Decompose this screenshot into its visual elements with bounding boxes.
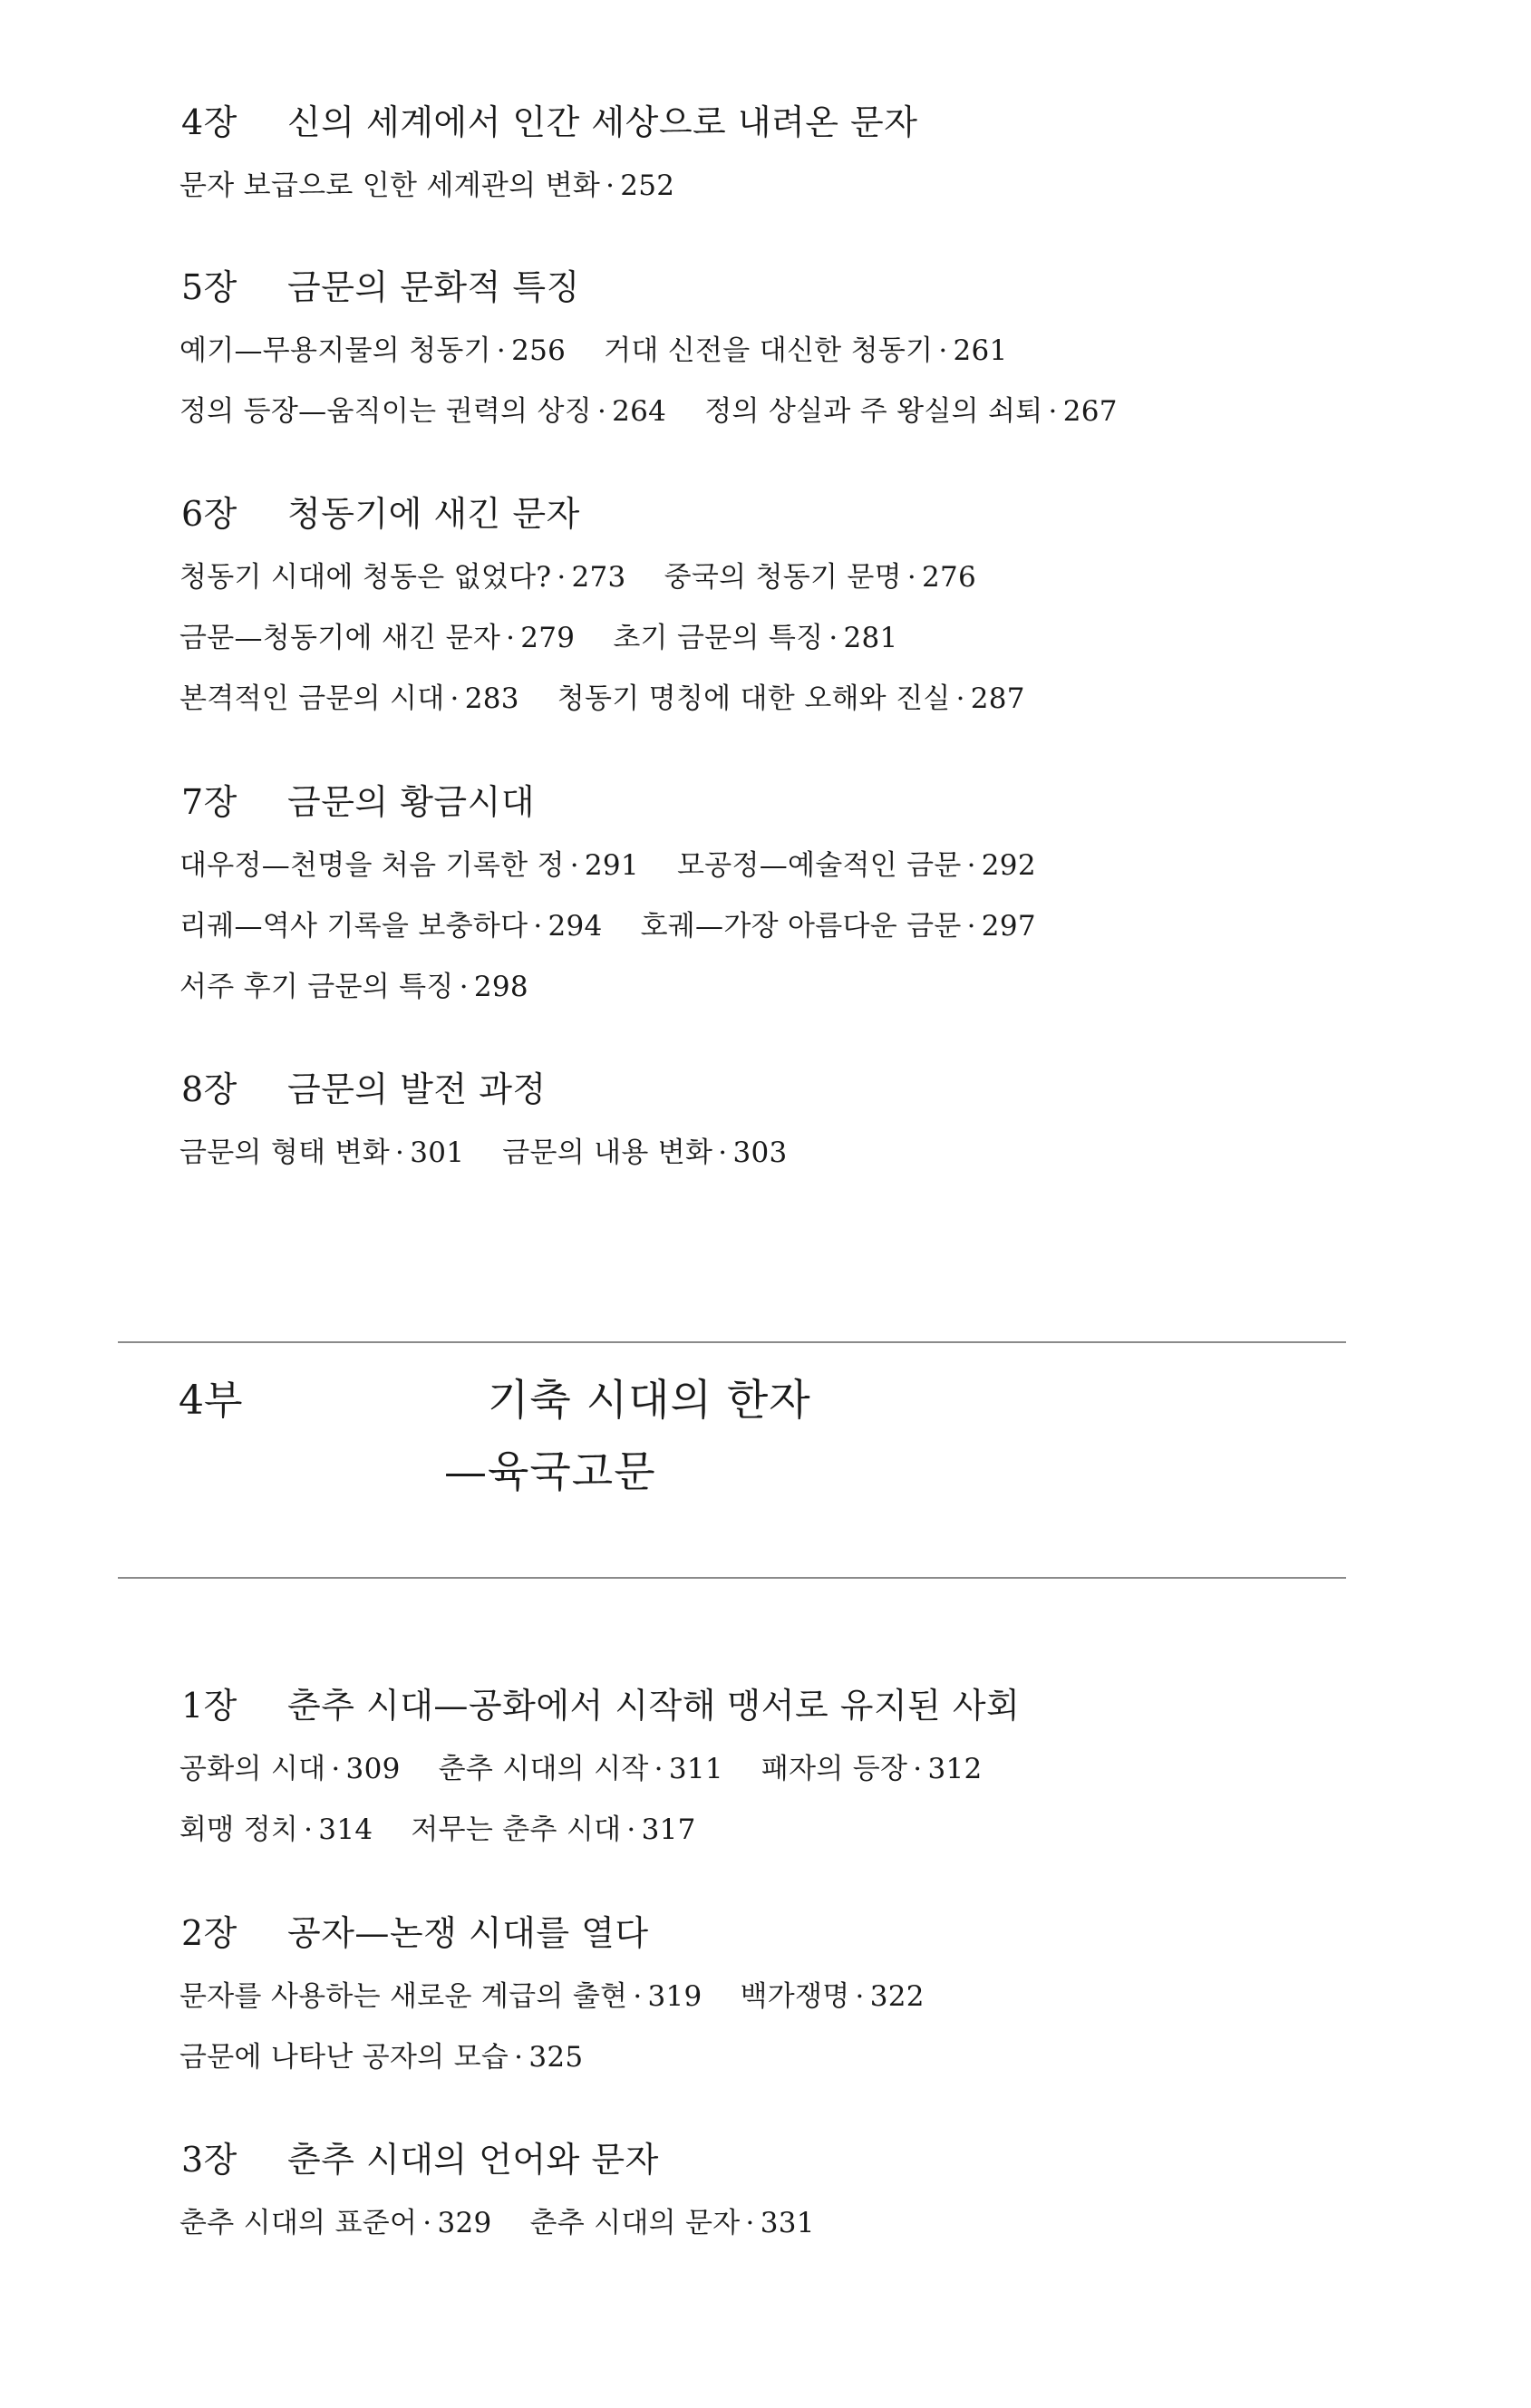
chapter-title: 청동기에 새긴 문자 — [287, 494, 580, 534]
entry-title: 문자를 사용하는 새로운 계급의 출현 — [179, 1980, 628, 2013]
entry-separator: · — [395, 1136, 405, 1169]
entry-page: 287 — [970, 682, 1025, 715]
chapter-heading — [181, 1686, 1020, 1726]
entry-page: 314 — [318, 1813, 373, 1846]
toc-line — [179, 168, 674, 204]
toc-entry[interactable] — [179, 849, 639, 882]
toc-entry[interactable] — [557, 682, 1025, 715]
toc-line — [179, 333, 1008, 369]
entry-page: 303 — [732, 1136, 788, 1169]
chapter-number: 7장 — [181, 782, 237, 822]
entry-separator: · — [633, 1980, 643, 2013]
toc-line — [179, 681, 1025, 717]
entry-page: 319 — [647, 1980, 703, 2013]
entry-title: 청동기 시대에 청동은 없었다? — [179, 561, 552, 594]
entry-title: 공화의 시대 — [179, 1753, 326, 1785]
entry-separator: · — [596, 395, 607, 428]
toc-entry[interactable] — [641, 910, 1036, 943]
entry-separator: · — [606, 169, 615, 202]
entry-title: 거대 신전을 대신한 청동기 — [604, 334, 934, 367]
entry-separator: · — [304, 1813, 314, 1846]
chapter-number: 3장 — [181, 2140, 237, 2180]
entry-title: 춘추 시대의 시작 — [438, 1753, 649, 1785]
toc-entry[interactable] — [179, 1136, 464, 1169]
entry-title: 중국의 청동기 문명 — [664, 561, 902, 594]
entry-separator: · — [938, 334, 948, 367]
entry-separator: · — [626, 1813, 636, 1846]
entry-separator: · — [496, 334, 507, 367]
entry-separator: · — [557, 561, 567, 594]
part-subtitle: —육국고문 — [444, 1447, 656, 1497]
entry-page: 301 — [410, 1136, 465, 1169]
entry-page: 279 — [520, 622, 576, 654]
entry-page: 322 — [869, 1980, 925, 2013]
part-rule-top — [118, 1341, 1346, 1343]
entry-page: 292 — [981, 849, 1036, 882]
entry-separator: · — [654, 1753, 664, 1785]
chapter-heading — [181, 782, 535, 822]
entry-title: 금문의 형태 변화 — [179, 1136, 391, 1169]
chapter-heading — [181, 102, 917, 142]
entry-page: 291 — [584, 849, 639, 882]
toc-entry[interactable] — [704, 395, 1118, 428]
chapter-title: 춘추 시대의 언어와 문자 — [287, 2140, 659, 2180]
toc-line — [179, 2039, 583, 2075]
entry-page: 273 — [571, 561, 626, 594]
entry-page: 261 — [953, 334, 1008, 367]
entry-page: 297 — [981, 910, 1036, 943]
entry-separator: · — [533, 910, 543, 943]
entry-title: 청동기 명칭에 대한 오해와 진실 — [557, 682, 951, 715]
entry-title: 정의 상실과 주 왕실의 쇠퇴 — [704, 395, 1043, 428]
entry-separator: · — [331, 1753, 341, 1785]
entry-separator: · — [745, 2207, 755, 2239]
toc-entry[interactable] — [179, 395, 666, 428]
toc-entry[interactable] — [761, 1753, 983, 1785]
entry-page: 331 — [760, 2207, 815, 2239]
entry-title: 회맹 정치 — [179, 1813, 299, 1846]
entry-separator: · — [906, 561, 917, 594]
toc-entry[interactable] — [530, 2207, 815, 2239]
part-number: 4부 — [179, 1378, 243, 1424]
toc-entry[interactable] — [179, 2207, 492, 2239]
entry-page: 309 — [345, 1753, 401, 1785]
toc-line — [179, 1135, 788, 1171]
chapter-heading — [181, 267, 580, 307]
toc-entry[interactable] — [179, 334, 566, 367]
entry-title: 금문—청동기에 새긴 문자 — [179, 622, 501, 654]
toc-line — [179, 847, 1036, 884]
toc-entry[interactable] — [604, 334, 1007, 367]
toc-entry[interactable] — [664, 561, 977, 594]
chapter-title: 신의 세계에서 인간 세상으로 내려온 문자 — [287, 102, 918, 142]
toc-line — [179, 393, 1118, 430]
toc-entry[interactable] — [179, 910, 603, 943]
entry-separator: · — [569, 849, 579, 882]
entry-separator: · — [459, 971, 469, 1003]
entry-title: 백가쟁명 — [740, 1980, 850, 2013]
chapter-title: 공자—논쟁 시대를 열다 — [287, 1913, 649, 1953]
toc-entry[interactable] — [502, 1136, 787, 1169]
entry-title: 패자의 등장 — [761, 1753, 908, 1785]
entry-separator: · — [422, 2207, 432, 2239]
toc-entry[interactable] — [613, 622, 897, 654]
toc-line — [179, 1812, 696, 1848]
entry-title: 서주 후기 금문의 특징 — [179, 971, 454, 1003]
entry-title: 리궤—역사 기록을 보충하다 — [179, 910, 528, 943]
entry-page: 267 — [1062, 395, 1118, 428]
toc-line — [179, 1978, 925, 2015]
entry-page: 311 — [668, 1753, 723, 1785]
entry-separator: · — [1048, 395, 1058, 428]
entry-page: 329 — [437, 2207, 492, 2239]
entry-separator: · — [506, 622, 516, 654]
chapter-number: 1장 — [181, 1686, 237, 1726]
chapter-title: 금문의 황금시대 — [287, 782, 536, 822]
entry-page: 312 — [927, 1753, 983, 1785]
entry-page: 294 — [547, 910, 603, 943]
entry-title: 저무는 춘추 시대 — [411, 1813, 622, 1846]
part-title: 기축 시대의 한자 — [488, 1376, 811, 1426]
entry-title: 금문에 나타난 공자의 모습 — [179, 2041, 509, 2074]
entry-separator: · — [913, 1753, 923, 1785]
toc-entry[interactable] — [179, 1980, 703, 2013]
entry-title: 모공정—예술적인 금문 — [676, 849, 962, 882]
entry-page: 276 — [922, 561, 977, 594]
entry-separator: · — [718, 1136, 728, 1169]
toc-entry[interactable] — [439, 1753, 723, 1785]
entry-page: 252 — [620, 169, 675, 202]
entry-title: 대우정—천명을 처음 기록한 정 — [179, 849, 565, 882]
entry-separator: · — [966, 910, 976, 943]
chapter-number: 5장 — [181, 267, 237, 307]
entry-separator: · — [855, 1980, 865, 2013]
chapter-number: 4장 — [181, 102, 237, 142]
toc-line — [179, 620, 898, 656]
chapter-number: 6장 — [181, 494, 237, 534]
chapter-heading — [181, 494, 580, 534]
toc-entry[interactable] — [179, 1753, 401, 1785]
toc-line — [179, 559, 976, 595]
entry-page: 325 — [528, 2041, 584, 2074]
chapter-title: 금문의 문화적 특징 — [287, 267, 580, 307]
entry-separator: · — [955, 682, 965, 715]
toc-entry[interactable] — [677, 849, 1036, 882]
toc-entry[interactable] — [411, 1813, 695, 1846]
part-rule-bottom — [118, 1577, 1346, 1579]
chapter-heading — [181, 1913, 649, 1953]
toc-line — [179, 908, 1036, 944]
entry-title: 호궤—가장 아름다운 금문 — [640, 910, 962, 943]
entry-title: 춘추 시대의 문자 — [529, 2207, 741, 2239]
toc-entry[interactable] — [179, 971, 528, 1003]
toc-entry[interactable] — [741, 1980, 925, 2013]
entry-separator: · — [966, 849, 976, 882]
toc-entry[interactable] — [179, 1813, 373, 1846]
entry-separator: · — [514, 2041, 524, 2074]
toc-entry[interactable] — [179, 169, 674, 202]
toc-entry[interactable] — [179, 2041, 583, 2074]
entry-title: 춘추 시대의 표준어 — [179, 2207, 418, 2239]
entry-title: 본격적인 금문의 시대 — [179, 682, 445, 715]
entry-title: 초기 금문의 특징 — [613, 622, 824, 654]
entry-page: 298 — [473, 971, 528, 1003]
toc-entry[interactable] — [179, 682, 519, 715]
entry-page: 264 — [612, 395, 667, 428]
entry-title: 정의 등장—움직이는 권력의 상징 — [179, 395, 592, 428]
chapter-title: 춘추 시대—공화에서 시작해 맹서로 유지된 사회 — [287, 1686, 1021, 1726]
toc-line — [179, 2205, 815, 2241]
entry-page: 317 — [641, 1813, 696, 1846]
entry-page: 256 — [511, 334, 567, 367]
entry-page: 283 — [464, 682, 519, 715]
chapter-heading — [181, 2140, 659, 2180]
chapter-heading — [181, 1069, 547, 1109]
chapter-number: 8장 — [181, 1069, 237, 1109]
toc-line — [179, 969, 528, 1005]
entry-title: 문자 보급으로 인한 세계관의 변화 — [179, 169, 601, 202]
toc-entry[interactable] — [179, 622, 575, 654]
entry-separator: · — [828, 622, 838, 654]
entry-page: 281 — [843, 622, 898, 654]
chapter-title: 금문의 발전 과정 — [287, 1069, 547, 1109]
entry-title: 예기—무용지물의 청동기 — [179, 334, 491, 367]
entry-title: 금문의 내용 변화 — [502, 1136, 713, 1169]
toc-entry[interactable] — [179, 561, 626, 594]
toc-line — [179, 1751, 983, 1787]
entry-separator: · — [450, 682, 460, 715]
chapter-number: 2장 — [181, 1913, 237, 1953]
